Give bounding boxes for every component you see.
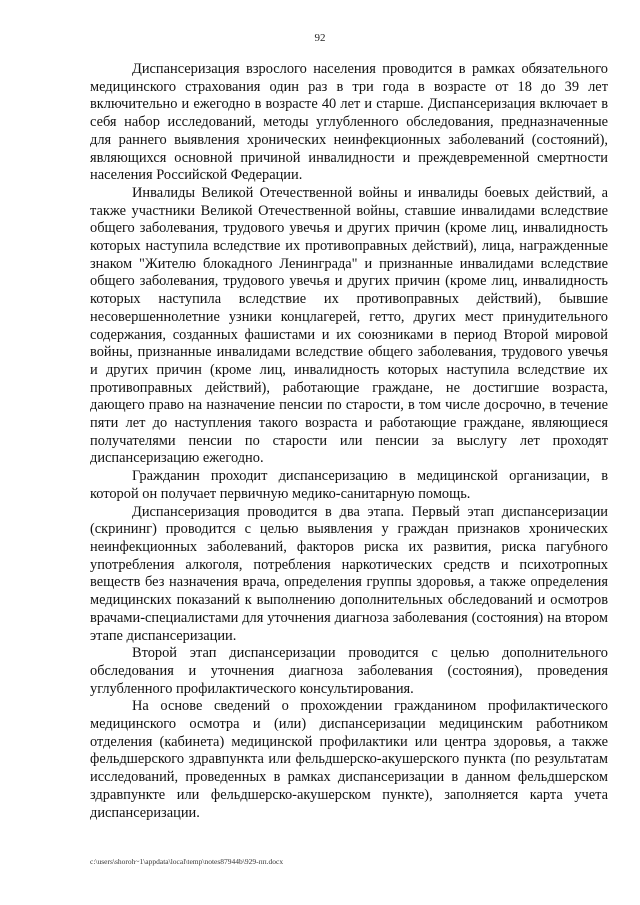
file-path-footer: c:\users\shoroh~1\appdata\local\temp\notes87944b\929-пп.docx [90, 857, 284, 866]
paragraph-6: На основе сведений о прохождении гражданином профилактического медицинского осмотра и (или) диспансеризации медицинским работником отделения (кабинета) медицинской профилактики или центра здоровья, а также фельдшерского здравпункта или фельдшерско-акушерского пункта (по результатам исследований, проведенных в рамках диспансеризации в данном фельдшерском здравпункте или фельдшерско-акушерском пункте), заполняется карта учета диспансеризации. [90, 698, 608, 821]
paragraph-1: Диспансеризация взрослого населения проводится в рамках обязательного медицинского страхования один раз в три года в возрасте от 18 до 39 лет включительно и ежегодно в возрасте 40 лет и старше. Диспансеризация включает в себя набор исследований, методы углубленного обследования, предназначенные для раннего выявления хронических неинфекционных заболеваний (состояний), являющихся основной причиной инвалидности и преждевременной смертности населения Российской Федерации. [90, 61, 608, 184]
page-number: 92 [314, 32, 326, 44]
paragraph-4: Диспансеризация проводится в два этапа. Первый этап диспансеризации (скрининг) проводится с целью выявления у граждан признаков хронических неинфекционных заболеваний, факторов риска их развития, риска пагубного употребления алкоголя, потребления наркотических средств и психотропных веществ без назначения врача, определения группы здоровья, а также определения медицинских показаний к выполнению дополнительных обследований и осмотров врачами-специалистами для уточнения диагноза заболевания (состояния) на втором этапе диспансеризации. [90, 503, 608, 644]
document-body [90, 61, 608, 822]
paragraph-3: Гражданин проходит диспансеризацию в медицинской организации, в которой он получает первичную медико-санитарную помощь. [90, 468, 608, 502]
paragraph-2: Инвалиды Великой Отечественной войны и инвалиды боевых действий, а также участники Великой Отечественной войны, ставшие инвалидами вследствие общего заболевания, трудового увечья и других причин (кроме лиц, инвалидность которых наступила вследствие их противоправных действий), лица, награжденные знаком "Жителю блокадного Ленинграда" и признанные инвалидами вследствие общего заболевания, трудового увечья и других причин (кроме лиц, инвалидность которых наступила вследствие их противоправных действий), бывшие несовершеннолетние узники концлагерей, гетто, других мест принудительного содержания, созданных фашистами и их союзниками в период Второй мировой войны, признанные инвалидами вследствие общего заболевания, трудового увечья и других причин (кроме лиц, инвалидность которых наступила вследствие их противоправных действий), работающие граждане, не достигшие возраста, дающего право на назначение пенсии по старости, в том числе досрочно, в течение пяти лет до наступления такого возраста и работающие граждане, являющиеся получателями пенсии по старости или пенсии за выслугу лет проходят диспансеризацию ежегодно. [90, 184, 608, 467]
paragraph-5: Второй этап диспансеризации проводится с целью дополнительного обследования и уточнения диагноза заболевания (состояния), проведения углубленного профилактического консультирования. [90, 645, 608, 697]
